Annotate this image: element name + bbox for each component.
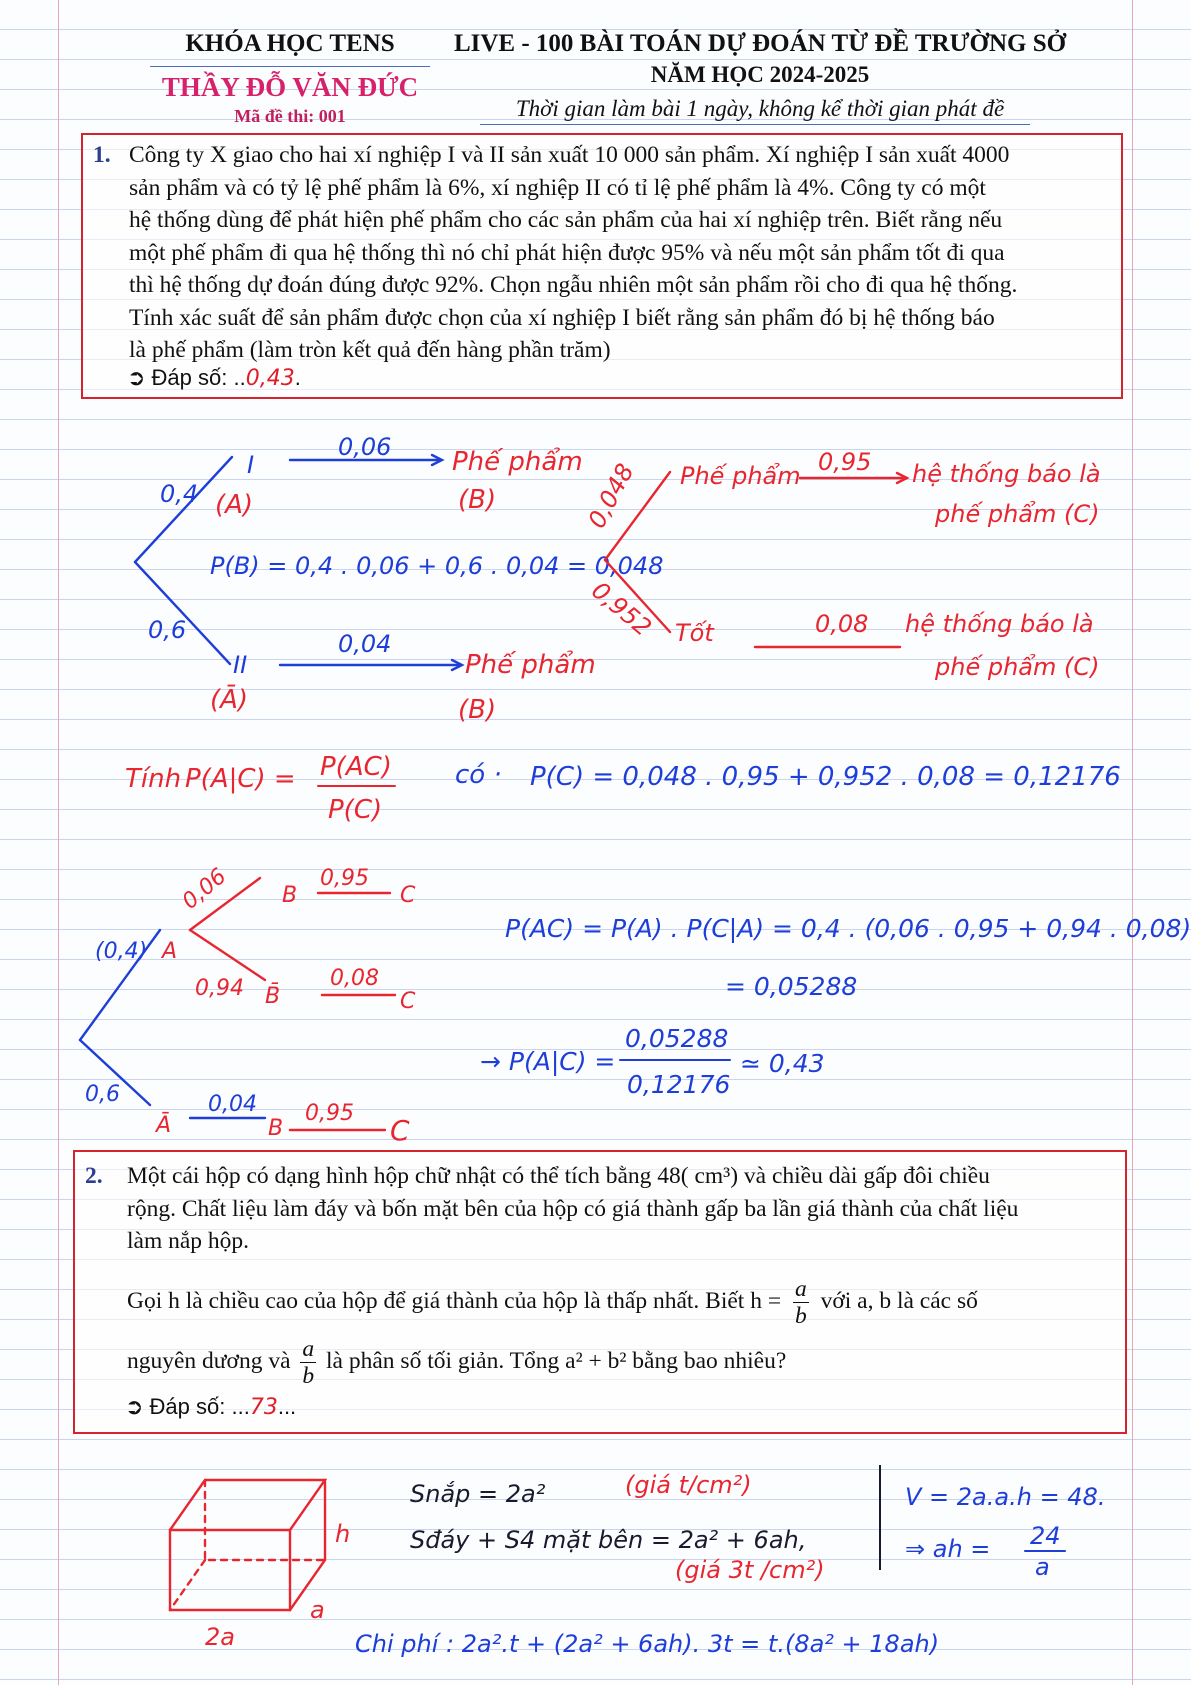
tree2-p-Bbar: 0,94 — [195, 976, 244, 1001]
s-nap: Snắp = 2a² — [410, 1480, 546, 1508]
tree1-pB: P(B) = 0,4 . 0,06 + 0,6 . 0,04 = 0,048 — [210, 552, 664, 580]
question-1-number: 1. — [93, 142, 111, 168]
tree1-p-def: 0,048 — [582, 458, 640, 533]
tree1-p-detect: 0,95 — [818, 448, 872, 476]
box-top-face — [170, 1480, 325, 1530]
volume-eq: V = 2a.a.h = 48. — [905, 1483, 1106, 1511]
ah-num: 24 — [1030, 1522, 1061, 1550]
tree1-sys1b: phế phẩm (C) — [935, 500, 1100, 528]
q2-line-4: Gọi h là chiều cao của hộp để giá thành của hộp là thấp nhất. Biết h = $\frac{a}{b}$ với a, b là các số — [127, 1276, 978, 1329]
teacher-name: THẦY ĐỖ VĂN ĐỨC — [161, 72, 419, 102]
box-front-face — [170, 1530, 290, 1610]
calc1-co: có · — [455, 760, 502, 790]
s-day-cost: (giá 3t /cm²) — [675, 1556, 825, 1584]
answer-value: 73 — [249, 1395, 278, 1420]
tree1-B1: (B) — [458, 485, 497, 515]
calc1-num: P(AC) — [320, 752, 392, 782]
exam-code: Mã đề thi: 001 — [234, 106, 346, 126]
tree1-p-false: 0,08 — [815, 610, 869, 638]
tree1-B2: (B) — [458, 695, 497, 725]
tree2-Abar: Ā — [156, 1113, 172, 1138]
calc1-den: P(C) — [328, 795, 383, 825]
tree2-C3: C — [390, 1114, 410, 1147]
tree1-sys1a: hệ thống báo là — [912, 460, 1101, 488]
q2-line-5: nguyên dương và $\frac{a}{b}$ là phân số tối giản. Tổng a² + b² bằng bao nhiêu? — [127, 1336, 787, 1389]
tree1-p-def-II: 0,04 — [338, 630, 392, 658]
tree1-label-A: (A) — [215, 490, 254, 520]
s-nap-cost: (giá t/cm²) — [625, 1471, 752, 1499]
calc2-approx: ≃ 0,43 — [740, 1049, 825, 1078]
tree1-p-good: 0,952 — [586, 576, 657, 642]
question-1-answer: ➲ Đáp số: ..0,43. — [127, 365, 301, 391]
q1-line: một phế phẩm đi qua hệ thống thì nó chỉ phát hiện được 95% và nếu một sản phẩm tốt đi qua — [129, 239, 1005, 266]
tree1-label-I: I — [247, 451, 255, 479]
tree1-Abar: (Ā) — [210, 685, 249, 715]
tree1-sys2b: phế phẩm (C) — [935, 653, 1100, 681]
s-day: Sđáy + S4 mặt bên = 2a² + 6ah, — [410, 1526, 807, 1554]
calc1-tinh: Tính — [125, 764, 182, 794]
tree2-C2: C — [400, 989, 416, 1014]
fraction-a-over-b: $\frac{a}{b}$ — [794, 1276, 807, 1329]
q2-line: rộng. Chất liệu làm đáy và bốn mặt bên của hộp có giá thành gấp ba lần giá thành của chất liệu — [127, 1195, 1019, 1222]
tree2-p-Abar: 0,6 — [85, 1082, 120, 1107]
question-2-number: 2. — [85, 1163, 103, 1189]
q2-line: Một cái hộp có dạng hình hộp chữ nhật có thể tích bằng 48( cm³) và chiều dài gấp đôi chiều — [127, 1163, 990, 1189]
calc1-pc: P(C) = 0,048 . 0,95 + 0,952 . 0,08 = 0,12176 — [530, 762, 1121, 792]
tree1-p-def-I: 0,06 — [338, 433, 392, 461]
box-a: a — [310, 1596, 325, 1624]
tree1-def2: Phế phẩm — [465, 650, 596, 680]
tree2-p-AbarB: 0,04 — [208, 1092, 257, 1117]
q1-line: sản phẩm và có tỷ lệ phế phẩm là 6%, xí nghiệp II có tỉ lệ phế phẩm là 4%. Công ty có một — [129, 174, 986, 201]
answer-label: ➲ Đáp số: ... — [125, 1394, 250, 1419]
ah-eq: ⇒ ah = — [905, 1535, 991, 1563]
tree1-p-I: 0,4 — [160, 480, 199, 508]
tree2-B: B — [282, 883, 298, 908]
tree1-def3: Phế phẩm — [680, 462, 801, 490]
calc2-lhs: → P(A|C) = — [480, 1047, 616, 1076]
q1-line: là phế phẩm (làm tròn kết quả đến hàng phần trăm) — [129, 337, 611, 363]
fraction-a-over-b-2: $\frac{a}{b}$ — [302, 1336, 315, 1389]
tree1-p-II: 0,6 — [148, 616, 187, 644]
tree2-C1: C — [400, 883, 416, 908]
tree2-Bbar: B̄ — [265, 984, 281, 1009]
box-h: h — [335, 1520, 351, 1548]
tree2-p-B3C: 0,95 — [305, 1101, 354, 1126]
course-name: KHÓA HỌC TENS — [185, 30, 395, 57]
q1-line: thì hệ thống dự đoán đúng được 92%. Chọn ngẫu nhiên một sản phẩm rồi cho đi qua hệ thống. — [129, 272, 1018, 298]
exam-title: LIVE - 100 BÀI TOÁN DỰ ĐOÁN TỪ ĐỀ TRƯỜNG SỞ — [453, 30, 1067, 57]
tree1-sys2a: hệ thống báo là — [905, 610, 1094, 638]
box-2a: 2a — [205, 1623, 235, 1651]
tree1-good: Tốt — [675, 619, 714, 647]
q1-line: hệ thống dùng để phát hiện phế phẩm cho các sản phẩm của hai xí nghiệp trên. Biết rằng nếu — [129, 207, 1003, 233]
school-year: NĂM HỌC 2024-2025 — [650, 62, 870, 87]
q2-line: làm nắp hộp. — [127, 1228, 250, 1254]
box-right-face — [290, 1480, 325, 1610]
box-hidden-edges — [170, 1480, 325, 1610]
tree2-B3: B — [268, 1116, 284, 1141]
calc2-den: 0,12176 — [627, 1070, 731, 1099]
tree1-label-II: II — [233, 651, 248, 679]
tree2-p-B: 0,06 — [177, 863, 232, 915]
tree1-def1: Phế phẩm — [452, 447, 583, 477]
tree2-p-BbarC: 0,08 — [330, 966, 379, 991]
tree2-A: A — [162, 939, 178, 964]
tree2-p-BC: 0,95 — [320, 866, 369, 891]
calc1-lhs: P(A|C) = — [185, 764, 296, 794]
q1-line: Công ty X giao cho hai xí nghiệp I và II sản xuất 10 000 sản phẩm. Xí nghiệp I sản xuất 4000 — [129, 142, 1010, 168]
question-2-answer: ➲ Đáp số: ...73... — [125, 1394, 297, 1420]
ah-den: a — [1035, 1553, 1050, 1581]
cost-eq: Chi phí : 2a².t + (2a² + 6ah). 3t = t.(8a² + 18ah) — [355, 1630, 940, 1658]
q1-line: Tính xác suất để sản phẩm được chọn của xí nghiệp I biết rằng sản phẩm đó bị hệ thống báo — [129, 304, 995, 331]
tree2-pA: (0,4) — [95, 939, 148, 964]
calc2-pac: P(AC) = P(A) . P(C|A) = 0,4 . (0,06 . 0,95 + 0,94 . 0,08) — [505, 914, 1191, 943]
time-limit: Thời gian làm bài 1 ngày, không kể thời gian phát đề — [515, 96, 1005, 121]
answer-value: 0,43 — [245, 366, 295, 391]
answer-label: ➲ Đáp số: .. — [127, 365, 246, 390]
calc2-pac-val: = 0,05288 — [725, 972, 858, 1001]
calc2-num: 0,05288 — [625, 1024, 729, 1053]
